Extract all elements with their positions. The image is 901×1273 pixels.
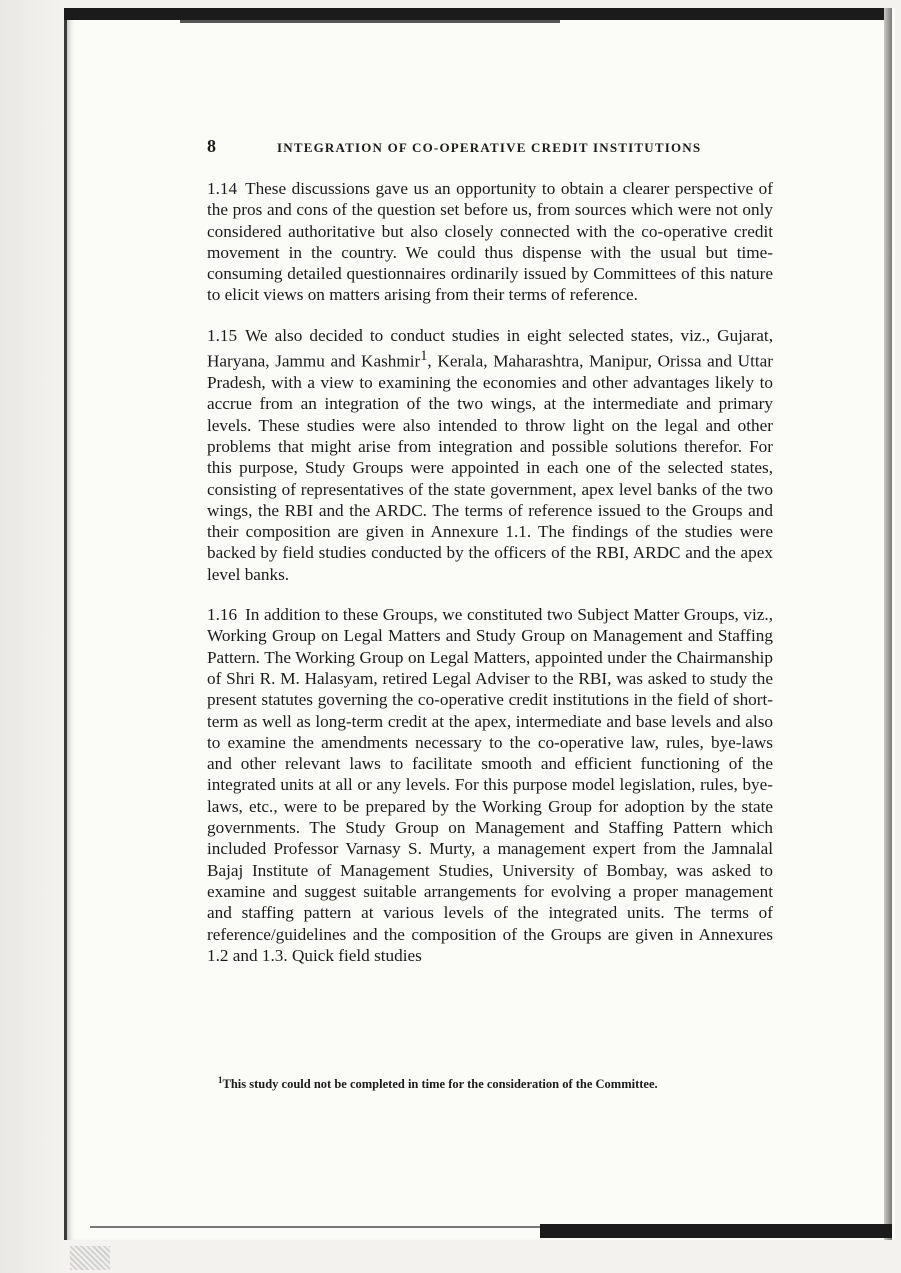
scan-bottom-line xyxy=(90,1226,540,1228)
paragraph-text-part-2: , Kerala, Maharashtra, Manipur, Orissa and Uttar Pradesh, with a view to examining the economies and other advantages likely to accrue from an integration of the two wings, at the intermediate and primary levels. These studies were also intended to throw light on the legal and other problems that might arise from integration and possible solutions therefor. For this purpose, Study Groups were appointed in each one of the selected states, consisting of representatives of the state government, apex level banks of the two wings, the RBI and the ARDC. The terms of reference issued to the Groups and their composition are given in Annexure 1.1. The findings of the studies were backed by field studies conducted by the officers of the RBI, ARDC and the apex level banks. xyxy=(207,351,773,584)
paragraph-number: 1.16 xyxy=(207,605,238,625)
scan-corner-artifact xyxy=(70,1246,110,1270)
paragraph-text-part-1: We also decided to conduct studies in eight selected states, viz., Gujarat, Haryana, Jammu and Kashmir xyxy=(207,325,773,371)
scan-bottom-edge xyxy=(540,1224,892,1238)
footnote-marker: 1 xyxy=(218,1075,223,1085)
scan-top-edge xyxy=(64,8,892,20)
footnote xyxy=(218,1072,778,1092)
paragraph-1-14 xyxy=(207,178,773,306)
body-text xyxy=(207,178,773,985)
scan-right-edge xyxy=(884,8,892,1240)
paragraph-1-15 xyxy=(207,325,773,585)
running-header xyxy=(207,136,767,160)
paragraph-text: In addition to these Groups, we constituted two Subject Matter Groups, viz., Working Group on Legal Matters and Study Group on Management and Staffing Pattern. The Working Group on Legal Matters, appointed under the Chairmanship of Shri R. M. Halasyam, retired Legal Adviser to the RBI, was asked to study the present statutes governing the co-operative credit institutions in the field of short-term as well as long-term credit at the apex, intermediate and base levels and also to examine the amendments necessary to the co-operative law, rules, bye-laws and other relevant laws to facilitate smooth and efficient functioning of the integrated units at all or any levels. For this purpose model legislation, rules, bye-laws, etc., were to be prepared by the Working Group for adoption by the state governments. The Study Group on Management and Staffing Pattern which included Professor Varnasy S. Murty, a management expert from the Jamnalal Bajaj Institute of Management Studies, University of Bombay, was asked to examine and suggest suitable arrangements for evolving a proper management and staffing pattern at various levels of the integrated units. The terms of reference/guidelines and the composition of the Groups are given in Annexures 1.2 and 1.3. Quick field studies xyxy=(207,605,773,965)
scan-top-edge-line xyxy=(180,20,560,23)
page-number: 8 xyxy=(207,136,216,156)
paragraph-text: These discussions gave us an opportunity to obtain a clearer perspective of the pros and cons of the question set before us, from sources which were not only considered authoritative but also closely connected with the co-operative credit movement in the country. We could thus dispense with the usual but time-consuming detailed questionnaires ordinarily issued by Committees of this nature to elicit views on matters arising from their terms of reference. xyxy=(207,179,773,305)
paragraph-number: 1.14 xyxy=(207,179,238,198)
footnote-text: This study could not be completed in time for the consideration of the Committee. xyxy=(222,1077,658,1092)
footnote-reference[interactable]: 1 xyxy=(420,348,428,365)
running-title: INTEGRATION OF CO-OPERATIVE CREDIT INSTITUTIONS xyxy=(277,140,702,155)
paragraph-number: 1.15 xyxy=(207,325,238,345)
paragraph-1-16 xyxy=(207,604,773,966)
scan-left-margin xyxy=(0,0,68,1273)
